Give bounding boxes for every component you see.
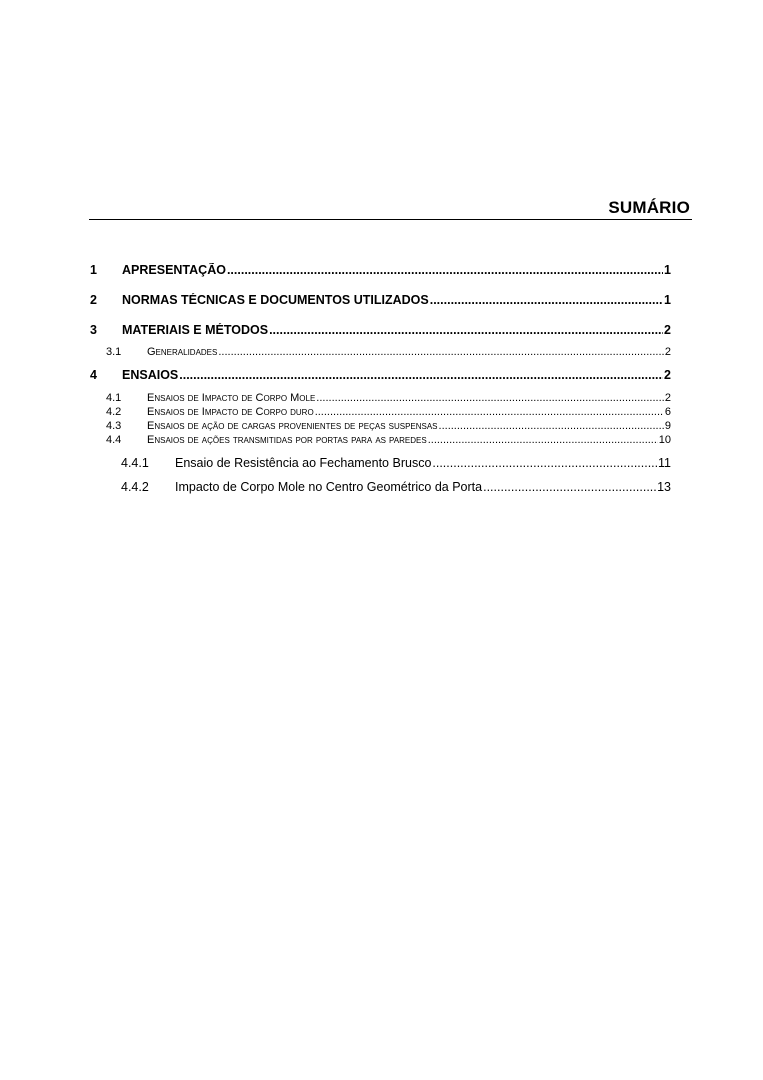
toc-entry-number: 4 [90,368,97,382]
dot-leader [227,263,663,277]
toc-entry-page: 2 [664,368,671,382]
toc-entry-page: 6 [664,406,671,418]
toc-entry-4-1[interactable] [106,392,671,404]
toc-entry-number: 4.2 [106,406,122,418]
dot-leader [432,456,657,470]
toc-entry-number: 4.1 [106,392,122,404]
toc-entry-number: 1 [90,263,97,277]
toc-entry-page: 1 [664,293,671,307]
toc-entry-number: 4.3 [106,420,122,432]
page-title: SUMÁRIO [608,198,690,217]
toc-entry-4-4[interactable] [106,434,671,446]
toc-entry-label: Ensaios de ação de cargas provenientes de peças suspensas [147,420,438,432]
dot-leader [439,420,664,432]
toc-entry-page: 2 [664,346,671,358]
toc-entry-number: 2 [90,293,97,307]
toc-entry-label: NORMAS TÉCNICAS E DOCUMENTOS UTILIZADOS [122,293,429,307]
toc-entry-3[interactable] [90,323,671,337]
toc-entry-2[interactable] [90,293,671,307]
toc-entry-label: ENSAIOS [122,368,179,382]
toc-entry-page: 2 [664,323,671,337]
toc-entry-label: Ensaios de Impacto de Corpo Mole [147,392,316,404]
toc-entry-page: 1 [664,263,671,277]
toc-entry-label: MATERIAIS E MÉTODOS [122,323,269,337]
toc-entry-page: 2 [664,392,671,404]
toc-entry-4-2[interactable] [106,406,671,418]
dot-leader [179,368,663,382]
dot-leader [316,392,664,404]
toc-entry-label: APRESENTAÇÃO [122,263,226,277]
toc-entry-1[interactable] [90,263,671,277]
toc-entry-number: 4.4.1 [121,456,149,470]
toc-entry-label: Impacto de Corpo Mole no Centro Geométrico da Porta [175,480,483,494]
toc-entry-label: Ensaios de Impacto de Corpo duro [147,406,314,418]
toc-entry-number: 4.4.2 [121,480,149,494]
toc-entry-label: Generalidades [147,346,218,358]
toc-entry-label: Ensaios de ações transmitidas por portas para as paredes [147,434,427,446]
toc-entry-4[interactable] [90,368,671,382]
toc-entry-page: 10 [658,434,671,446]
toc-entry-number: 4.4 [106,434,122,446]
toc-entry-4-3[interactable] [106,420,671,432]
toc-entry-page: 11 [658,456,671,470]
dot-leader [269,323,663,337]
toc-entry-3-1[interactable] [106,346,671,358]
toc-entry-page: 9 [664,420,671,432]
toc-entry-4-4-2[interactable] [121,480,671,494]
toc-entry-number: 3.1 [106,346,122,358]
toc-entry-label: Ensaio de Resistência ao Fechamento Brusco [175,456,432,470]
toc-entry-page: 13 [657,480,671,494]
toc-entry-number: 3 [90,323,97,337]
toc-entry-4-4-1[interactable] [121,456,671,470]
dot-leader [428,434,658,446]
dot-leader [430,293,663,307]
dot-leader [218,346,664,358]
dot-leader [483,480,656,494]
dot-leader [315,406,664,418]
